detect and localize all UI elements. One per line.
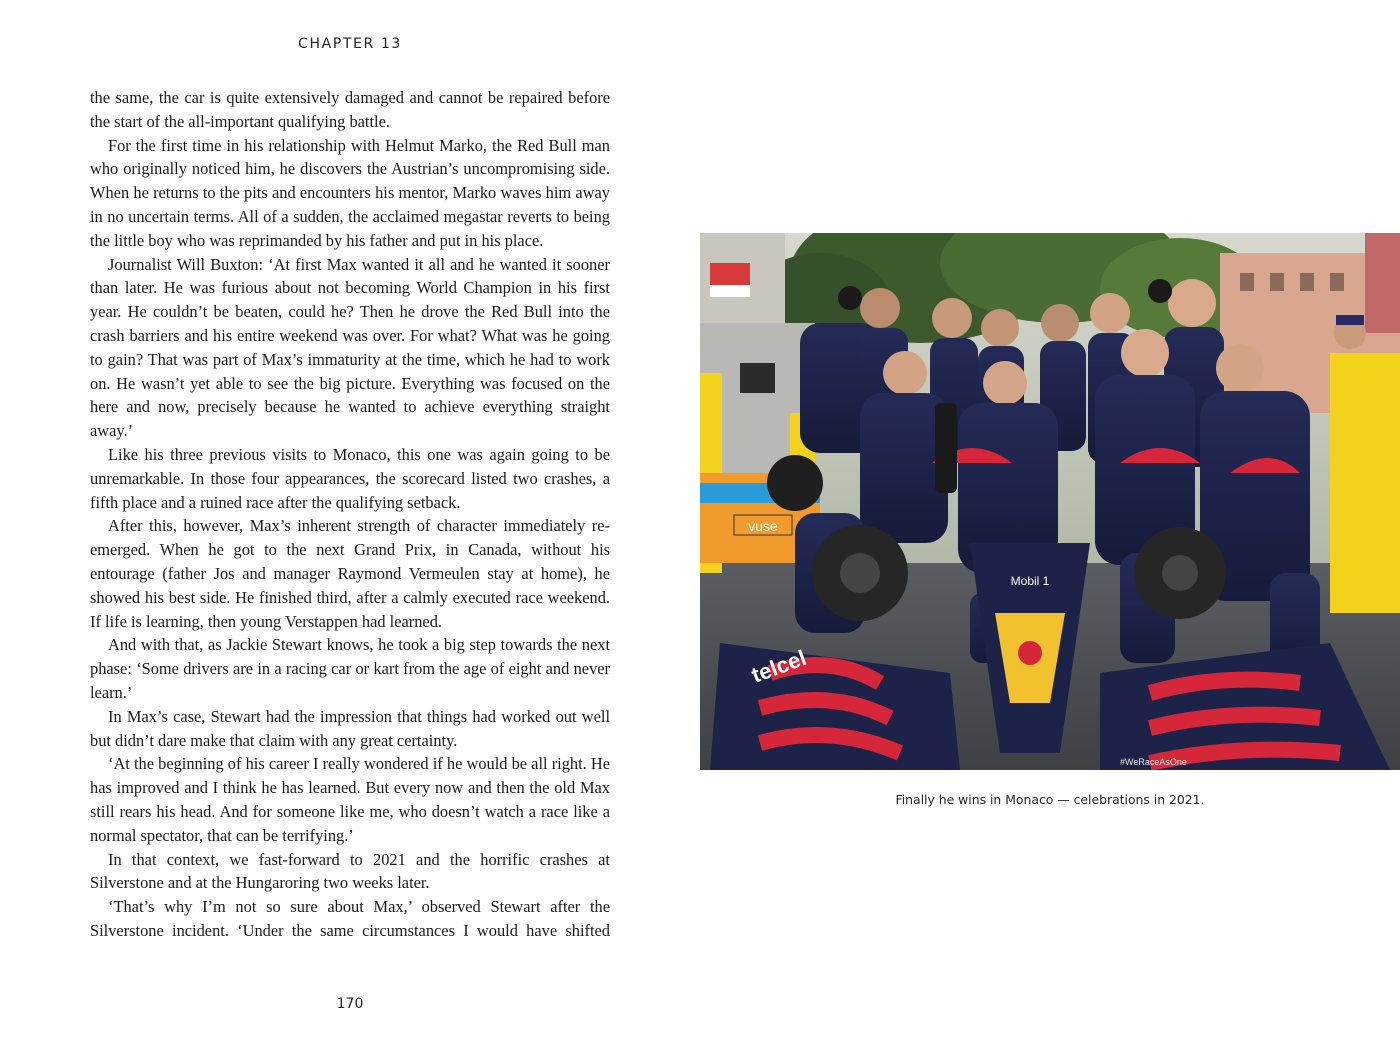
team-celebration-photo: [700, 233, 1400, 770]
paragraph: In Max’s case, Stewart had the impression that things had worked out well but didn’t dare make that claim with any great certainty.: [90, 706, 610, 750]
paragraph: Journalist Will Buxton: ‘At first Max wanted it all and he wanted it sooner than later. He was furious about not becoming World Champion in his first year. He couldn’t be beaten, could he? Then he drove the Red Bull into the crash barriers and his entire weekend was over. For what? What was he going to gain? That was part of Max’s immaturity at the time, which he had to work on. He wasn’t yet able to see the big picture. Everything was focused on the here and now, precisely because he wanted to achieve everything straight away.’: [90, 254, 610, 441]
photo-caption: Finally he wins in Monaco — celebrations in 2021.: [895, 792, 1205, 807]
paragraph: Like his three previous visits to Monaco, this one was again going to be unremarkable. In those four appearances, the scorecard listed two crashes, a fifth place and a ruined race after the qualifying setback.: [90, 444, 610, 512]
page-number: 170: [336, 996, 364, 1012]
telcel-logo: telcel: [748, 644, 810, 688]
paragraph: ‘At the beginning of his career I really wondered if he would be all right. He has improved and I think he has learned. But every now and then the old Max still rears his head. And for someone like me, who doesn’t watch a race like a normal spectator, that can be terrifying.’: [90, 754, 610, 845]
paragraph: In that context, we fast-forward to 2021 and the horrific crashes at Silverstone and at the Hungaroring two weeks later.: [90, 849, 610, 893]
champagne-bottle: [935, 403, 957, 493]
vuse-logo: vuse: [748, 518, 778, 534]
paragraph: ‘That’s why I’m not so sure about Max,’ observed Stewart after the Silverstone incident. ‘Under the same circumstances I would have shifted: [90, 897, 610, 940]
pit-screen: [740, 363, 775, 393]
paragraph: the same, the car is quite extensively damaged and cannot be repaired before the start of the all-important qualifying battle.: [90, 88, 610, 131]
paragraph: And with that, as Jackie Stewart knows, he took a big step towards the next phase: ‘Some drivers are in a racing car or kart from the age of eight and never learn.’: [90, 635, 610, 702]
paragraph: For the first time in his relationship with Helmut Marko, the Red Bull man who originally noticed him, he discovers the Austrian’s uncompromising side. When he returns to the pits and encounters his mentor, Marko waves him away in no uncertain terms. All of a sudden, the acclaimed megastar reverts to being the little boy who was reprimanded by his father and put in his place.: [90, 135, 610, 250]
weraceasone-text: #WeRaceAsOne: [1120, 757, 1187, 767]
body-text: [90, 86, 610, 943]
mobil1-logo: Mobil 1: [1010, 574, 1050, 588]
running-head: CHAPTER 13: [298, 36, 402, 52]
paragraph: After this, however, Max’s inherent strength of character immediately re-emerged. When he got to the next Grand Prix, in Canada, without his entourage (father Jos and manager Raymond Vermeulen stay at home), he showed his best side. He finished third, after a calmly executed race weekend. If life is learning, then young Verstappen had learned.: [90, 516, 610, 631]
right-page: [700, 0, 1400, 1050]
